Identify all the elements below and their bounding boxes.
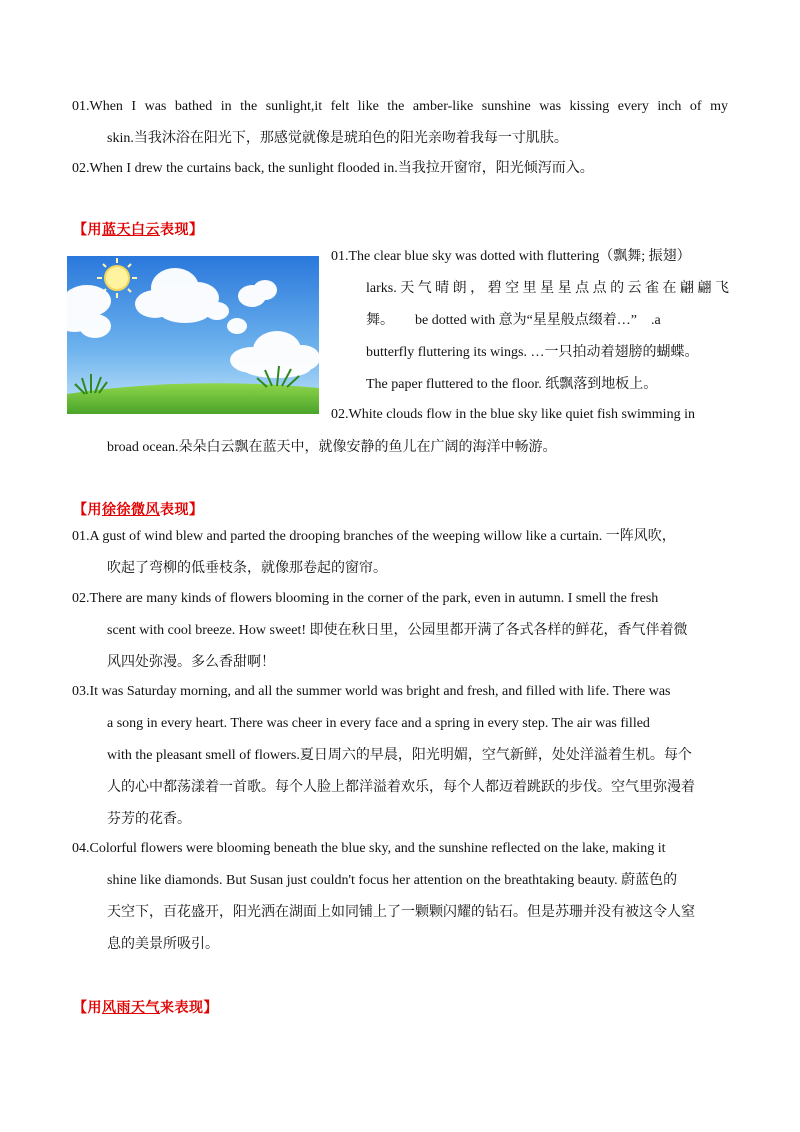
breeze-item-1 <box>72 521 728 585</box>
heading-bracket-open: 【用 <box>73 502 102 518</box>
sky-clouds-icon <box>67 256 319 414</box>
sky-item-1-line1: 01.The clear blue sky was dotted with fluttering（飘舞; 振翅） <box>331 249 691 264</box>
section-heading-breeze <box>73 499 204 519</box>
breeze-item-3-line2: a song in every heart. There was cheer in every face and a spring in every step. The air was filled <box>107 716 650 731</box>
breeze-item-4-line4: 息的美景所吸引。 <box>107 937 219 952</box>
sunlight-item-1 <box>72 91 728 155</box>
sunlight-item-1-en: 01.When I was bathed in the sunlight,it felt like the amber-like sunshine was kissing every inch of my <box>72 99 728 114</box>
sky-item-2 <box>72 432 728 464</box>
breeze-item-1-line2: 吹起了弯柳的低垂枝条，就像那卷起的窗帘。 <box>107 561 387 576</box>
sunlight-item-2 <box>72 153 728 185</box>
heading-underlined-text: 徐徐微风 <box>102 502 160 518</box>
breeze-item-2-line1: 02.There are many kinds of flowers blooming in the corner of the park, even in autumn. I smell the fresh <box>72 591 659 606</box>
sky-item-2-line1: 02.White clouds flow in the blue sky like quiet fish swimming in <box>331 407 695 422</box>
heading-bracket-close: 来表现】 <box>160 1000 218 1016</box>
breeze-item-4-line3: 天空下，百花盛开，阳光洒在湖面上如同铺上了一颗颗闪耀的钻石。但是苏珊并没有被这令人窒 <box>107 905 695 920</box>
heading-underlined-text: 蓝天白云 <box>102 222 160 238</box>
sky-item-1 <box>331 241 729 401</box>
heading-bracket-open: 【用 <box>73 1000 102 1016</box>
heading-bracket-close: 表现】 <box>160 502 204 518</box>
breeze-item-4-line2: shine like diamonds. But Susan just couldn't focus her attention on the breathtaking beauty. 蔚蓝色的 <box>107 873 678 888</box>
heading-bracket-close: 表现】 <box>160 222 204 238</box>
breeze-item-2-line3: 风四处弥漫。多么香甜啊！ <box>107 655 275 670</box>
breeze-item-3-line5: 芬芳的花香。 <box>107 812 191 827</box>
breeze-item-3-line3: with the pleasant smell of flowers.夏日周六的早晨，阳光明媚，空气新鲜，处处洋溢着生机。每个 <box>107 748 692 763</box>
sky-item-2-line2: broad ocean.朵朵白云飘在蓝天中，就像安静的鱼儿在广阔的海洋中畅游。 <box>107 440 557 455</box>
section-heading-weather <box>73 997 218 1017</box>
sky-item-1-line5: The paper fluttered to the floor. 纸飘落到地板上。 <box>366 377 658 392</box>
sky-item-1-line4: butterfly fluttering its wings. …一只拍动着翅膀的蝴蝶。 <box>366 345 699 360</box>
sky-item-2-line1-wrap <box>331 399 729 431</box>
heading-underlined-text: 风雨天气 <box>102 1000 160 1016</box>
sunlight-item-1-cont: skin.当我沐浴在阳光下，那感觉就像是琥珀色的阳光亲吻着我每一寸肌肤。 <box>107 131 568 146</box>
breeze-item-4 <box>72 833 728 961</box>
breeze-item-3-line1: 03.It was Saturday morning, and all the summer world was bright and fresh, and filled with life. There was <box>72 684 671 699</box>
breeze-item-3 <box>72 676 728 836</box>
sky-item-1-line3: 舞。 be dotted with 意为“星星般点缀着…” .a <box>366 313 661 328</box>
breeze-item-3-line4: 人的心中都荡漾着一首歌。每个人脸上都洋溢着欢乐，每个人都迈着跳跃的步伐。空气里弥漫着 <box>107 780 695 795</box>
heading-bracket-open: 【用 <box>73 222 102 238</box>
breeze-item-2-line2: scent with cool breeze. How sweet! 即使在秋日里，公园里都开满了各式各样的鲜花，香气伴着微 <box>107 623 688 638</box>
breeze-item-1-line1: 01.A gust of wind blew and parted the drooping branches of the weeping willow like a curtain. 一阵风吹， <box>72 529 676 544</box>
breeze-item-2 <box>72 583 728 679</box>
breeze-item-4-line1: 04.Colorful flowers were blooming beneath the blue sky, and the sunshine reflected on the lake, making it <box>72 841 666 856</box>
section-heading-sky <box>73 219 204 239</box>
sky-clouds-illustration <box>67 256 319 414</box>
sky-item-1-line2: larks.天气晴朗，碧空里星星点点的云雀在翩翩飞 <box>366 281 729 296</box>
sunlight-item-2-text: 02.When I drew the curtains back, the sunlight flooded in.当我拉开窗帘，阳光倾泻而入。 <box>72 161 594 176</box>
